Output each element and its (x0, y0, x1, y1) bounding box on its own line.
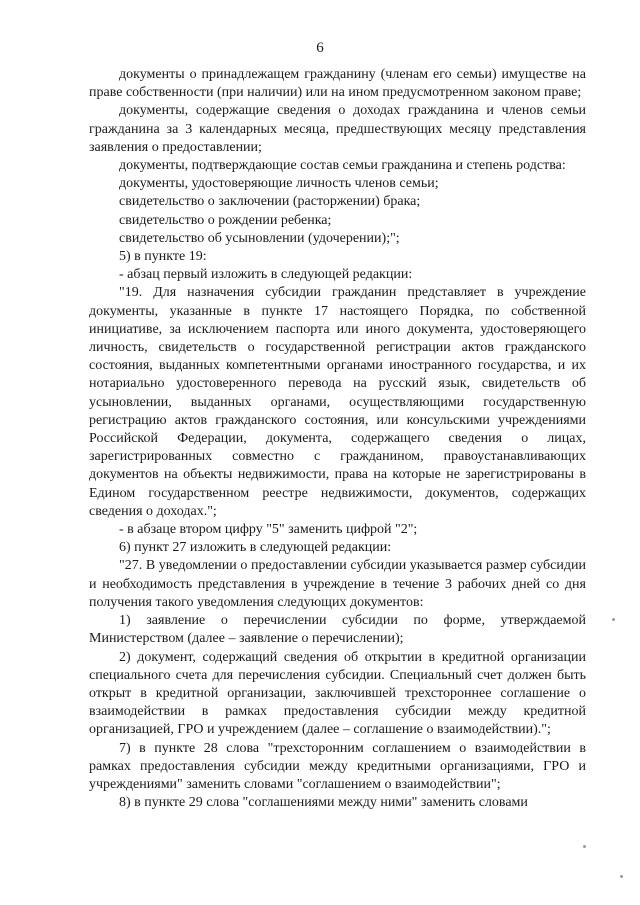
scan-speck (583, 845, 586, 848)
paragraph: 1) заявление о перечислении субсидии по форме, утверждаемой Министерством (далее – заявление о перечислении); (89, 613, 586, 647)
scan-speck (620, 875, 623, 878)
paragraph: документы, подтверждающие состав семьи гражданина и степень родства: (119, 158, 566, 174)
paragraph: 7) в пункте 28 слова "трехсторонним соглашением о взаимодействии в рамках предоставления субсидии между кредитными организациями, ГРО и учреждениями" заменить словами "соглашением о взаимодействии"; (89, 740, 586, 792)
paragraph: свидетельство о рождении ребенка; (119, 212, 332, 228)
paragraph: 5) в пункте 19: (119, 249, 207, 265)
scan-speck (612, 618, 615, 621)
paragraph: документы, удостоверяющие личность членов семьи; (119, 176, 439, 192)
paragraph: 6) пункт 27 изложить в следующей редакции: (119, 540, 392, 556)
paragraph: - абзац первый изложить в следующей редакции: (119, 267, 413, 283)
page-number: 6 (316, 40, 324, 56)
paragraph: "27. В уведомлении о предоставлении субсидии указывается размер субсидии и необходимость представления в учреждение в течение 3 рабочих дней со дня получения такого уведомления следующих документов: (89, 558, 586, 610)
paragraph: документы о принадлежащем гражданину (членам его семьи) имуществе на праве собственности (при наличии) или на ином предусмотренном законом праве; (89, 67, 586, 101)
paragraph: свидетельство о заключении (расторжении) брака; (119, 194, 421, 210)
document-body (89, 66, 586, 812)
paragraph: документы, содержащие сведения о доходах гражданина и членов семьи гражданина за 3 календарных месяца, предшествующих месяцу представления заявления о предоставлении; (89, 103, 586, 155)
paragraph: 8) в пункте 29 слова "соглашениями между ними" заменить словами (119, 795, 528, 811)
paragraph: свидетельство об усыновлении (удочерении);"; (119, 230, 400, 246)
paragraph: "19. Для назначения субсидии гражданин представляет в учреждение документы, указанные в пункте 17 настоящего Порядка, по собственной инициативе, за исключением паспорта или иного документа, удостоверяющего личность, свидетельств о государственной регистрации актов гражданского состояния, выданных компетентными органами иностранного государства, и их нотариально удостоверенного перевода на русский язык, свидетельств об усыновлении, выданных органами, осуществляющими государственную регистрацию актов гражданского состояния, или консульскими учреждениями Российской Федерации, документа, содержащего сведения о лицах, зарегистрированных совместно с гражданином, правоустанавливающих документов на объекты недвижимости, права на которые не зарегистрированы в Едином государственном реестре недвижимости, документов, содержащих сведения о доходах."; (89, 285, 586, 519)
paragraph: - в абзаце втором цифру "5" заменить цифрой "2"; (119, 522, 418, 538)
paragraph: 2) документ, содержащий сведения об открытии в кредитной организации специального счета для перечисления субсидии. Специальный счет должен быть открыт в кредитной организации, заключившей трехстороннее соглашение о взаимодействии в рамках предоставления субсидии между кредитной организацией, ГРО и учреждением (далее – соглашение о взаимодействии)."; (89, 649, 586, 738)
